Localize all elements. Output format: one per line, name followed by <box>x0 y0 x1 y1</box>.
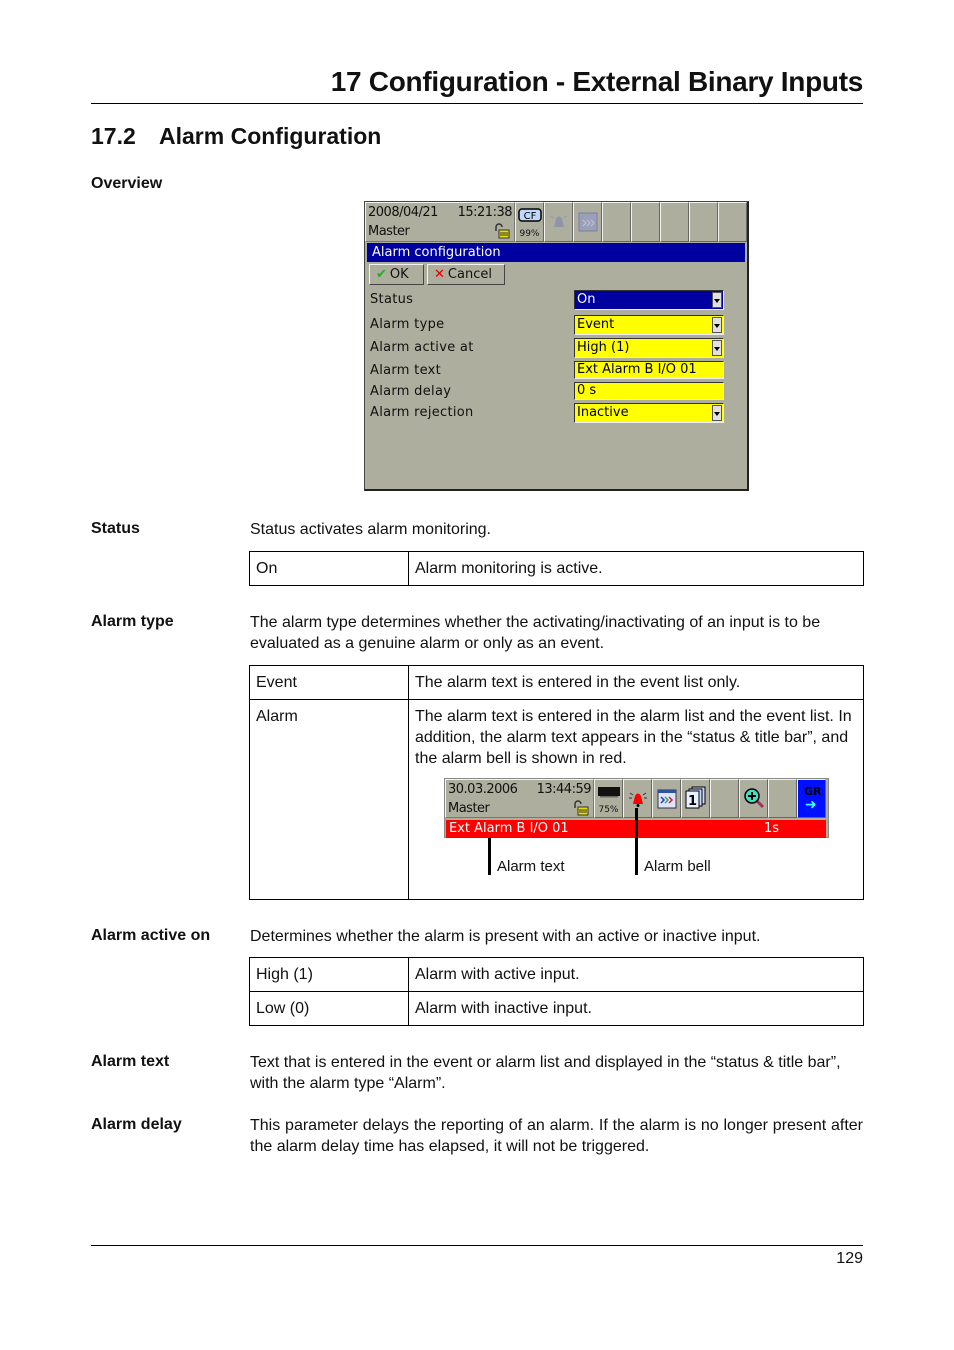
desc-alarm-active-on: Determines whether the alarm is present with an active or inactive input. <box>250 928 761 945</box>
field-label: Alarm type <box>370 316 445 332</box>
event-list-icon <box>657 789 677 809</box>
option-value-text: The alarm text is entered in the alarm list and the event list. In addition, the alarm text appears in the “status & title bar”, and the alarm bell is shown in red. <box>415 708 852 767</box>
toolbar-button-empty[interactable] <box>768 779 797 818</box>
alarm-bell-icon <box>548 211 570 233</box>
zoom-in-icon <box>743 787 765 809</box>
section-title <box>91 123 381 150</box>
term-status: Status <box>91 520 140 537</box>
field-label: Alarm rejection <box>370 404 474 420</box>
page-button[interactable] <box>681 779 710 818</box>
storage-percent: 75% <box>598 805 619 815</box>
table-row <box>250 666 864 700</box>
field-value: High (1) <box>577 340 630 355</box>
date: 2008/04/21 <box>368 205 438 220</box>
status-options-table <box>249 551 864 586</box>
alarm-active-on-options-table <box>249 957 864 1026</box>
storage-button[interactable] <box>515 202 544 242</box>
form-row-alarm-delay <box>365 382 747 403</box>
callout-line-alarm-bell <box>635 808 638 875</box>
option-value: Alarm with active input. <box>409 958 864 992</box>
toolbar-button-empty[interactable] <box>660 202 689 242</box>
callout-line-alarm-text <box>488 838 491 875</box>
time: 13:44:59 <box>536 782 591 797</box>
storage-percent: 99% <box>519 229 540 239</box>
lock-open-icon <box>573 800 589 816</box>
option-key: On <box>250 552 409 586</box>
alarm-text: Ext Alarm B I/O 01 <box>449 821 569 836</box>
desc-alarm-delay: This parameter delays the reporting of an alarm. If the alarm is no longer present after the alarm delay time has elapsed, it will not be triggered. <box>250 1117 863 1155</box>
ok-button[interactable] <box>369 264 424 285</box>
field-value: 0 s <box>577 382 597 398</box>
desc-alarm-text: Text that is entered in the event or alarm list and displayed in the “status & title bar”, with the alarm type “Alarm”. <box>250 1054 841 1092</box>
field-label: Status <box>370 292 414 307</box>
cancel-label: Cancel <box>447 267 492 282</box>
dialog-title: Alarm configuration <box>367 243 745 262</box>
top-rule <box>91 103 863 104</box>
alarm-type-dropdown[interactable] <box>574 315 724 335</box>
memory-button[interactable] <box>594 779 623 818</box>
toolbar-button-empty[interactable] <box>710 779 739 818</box>
field-label: Alarm active at <box>370 340 474 355</box>
table-row <box>250 552 864 586</box>
lock-open-icon <box>494 223 510 239</box>
form-row-alarm-rejection <box>365 403 747 426</box>
alarm-bell-red-icon <box>627 788 649 810</box>
page-number: 129 <box>836 1250 863 1267</box>
event-list-button[interactable] <box>652 779 681 818</box>
page-1-icon <box>685 786 707 810</box>
table-row <box>250 958 864 992</box>
status-bar <box>365 202 747 242</box>
toolbar-button-empty[interactable] <box>602 202 631 242</box>
callout-alarm-text: Alarm text <box>497 858 565 875</box>
option-value: Alarm with inactive input. <box>409 992 864 1026</box>
alarm-form <box>365 290 747 425</box>
field-label: Alarm text <box>370 362 442 378</box>
date: 30.03.2006 <box>448 782 518 797</box>
option-key: High (1) <box>250 958 409 992</box>
alarm-text-input[interactable] <box>574 361 724 379</box>
cf-card-icon <box>518 208 542 222</box>
arrow-right-icon: ➜ <box>805 797 817 813</box>
term-alarm-text: Alarm text <box>91 1053 170 1070</box>
field-value: Inactive <box>577 404 629 420</box>
option-key: Alarm <box>250 700 409 900</box>
alarm-delay: 1s <box>764 821 780 836</box>
option-key: Event <box>250 666 409 700</box>
toolbar-button-empty[interactable] <box>718 202 747 242</box>
dialog-button-row <box>369 264 505 285</box>
cancel-button[interactable] <box>427 264 505 285</box>
alarm-active-at-dropdown[interactable] <box>574 338 724 358</box>
term-alarm-delay: Alarm delay <box>91 1116 182 1133</box>
bottom-rule <box>91 1245 863 1246</box>
option-value: Alarm monitoring is active. <box>409 552 864 586</box>
svg-text:1: 1 <box>687 794 698 809</box>
field-value: On <box>577 292 596 307</box>
alarm-delay-input[interactable] <box>574 382 724 400</box>
device-screen-alarm-configuration <box>364 201 749 491</box>
user: Master <box>368 224 410 239</box>
gr-switch-button[interactable] <box>797 779 826 818</box>
toolbar-button-empty[interactable] <box>689 202 718 242</box>
chevron-down-icon[interactable] <box>712 317 722 333</box>
user: Master <box>448 801 490 816</box>
chapter-title: 17 Configuration - External Binary Inputs <box>330 66 863 97</box>
term-alarm-active-on: Alarm active on <box>91 927 211 944</box>
form-row-alarm-active-at <box>365 338 747 361</box>
zoom-button[interactable] <box>739 779 768 818</box>
memory-icon <box>597 786 621 798</box>
form-row-alarm-type <box>365 315 747 338</box>
event-list-button[interactable] <box>573 202 602 242</box>
clock-panel <box>445 779 594 818</box>
gr-label: GR <box>804 785 822 798</box>
section-number: 17.2 <box>91 123 136 149</box>
section-title-text: Alarm Configuration <box>159 123 382 149</box>
form-row-alarm-text <box>365 361 747 382</box>
event-list-icon <box>578 212 598 232</box>
option-value: The alarm text is entered in the event list only. <box>409 666 864 700</box>
ok-label: OK <box>389 267 409 282</box>
alarm-bell-button[interactable] <box>544 202 573 242</box>
field-value: Event <box>577 316 615 332</box>
chevron-down-icon[interactable] <box>712 405 722 421</box>
checkmark-icon: ✔ <box>376 267 387 282</box>
callout-alarm-bell: Alarm bell <box>644 858 711 875</box>
option-key: Low (0) <box>250 992 409 1026</box>
clock-panel <box>365 202 515 242</box>
chevron-down-icon[interactable] <box>712 340 722 356</box>
chevron-down-icon[interactable] <box>712 292 722 308</box>
field-label: Alarm delay <box>370 383 452 399</box>
field-value: Ext Alarm B I/O 01 <box>577 361 697 377</box>
desc-alarm-type: The alarm type determines whether the activating/inactivating of an input is to be evaluated as a genuine alarm or only as an event. <box>250 614 821 652</box>
close-icon: ✕ <box>434 267 445 282</box>
time: 15:21:38 <box>457 205 512 220</box>
toolbar-button-empty[interactable] <box>631 202 660 242</box>
term-alarm-type: Alarm type <box>91 613 174 630</box>
overview-label: Overview <box>91 175 163 192</box>
form-row-status <box>365 290 747 313</box>
alarm-rejection-dropdown[interactable] <box>574 403 724 423</box>
svg-text:CF: CF <box>523 211 537 222</box>
desc-status: Status activates alarm monitoring. <box>250 521 491 538</box>
status-dropdown[interactable] <box>574 290 724 310</box>
table-row <box>250 992 864 1026</box>
